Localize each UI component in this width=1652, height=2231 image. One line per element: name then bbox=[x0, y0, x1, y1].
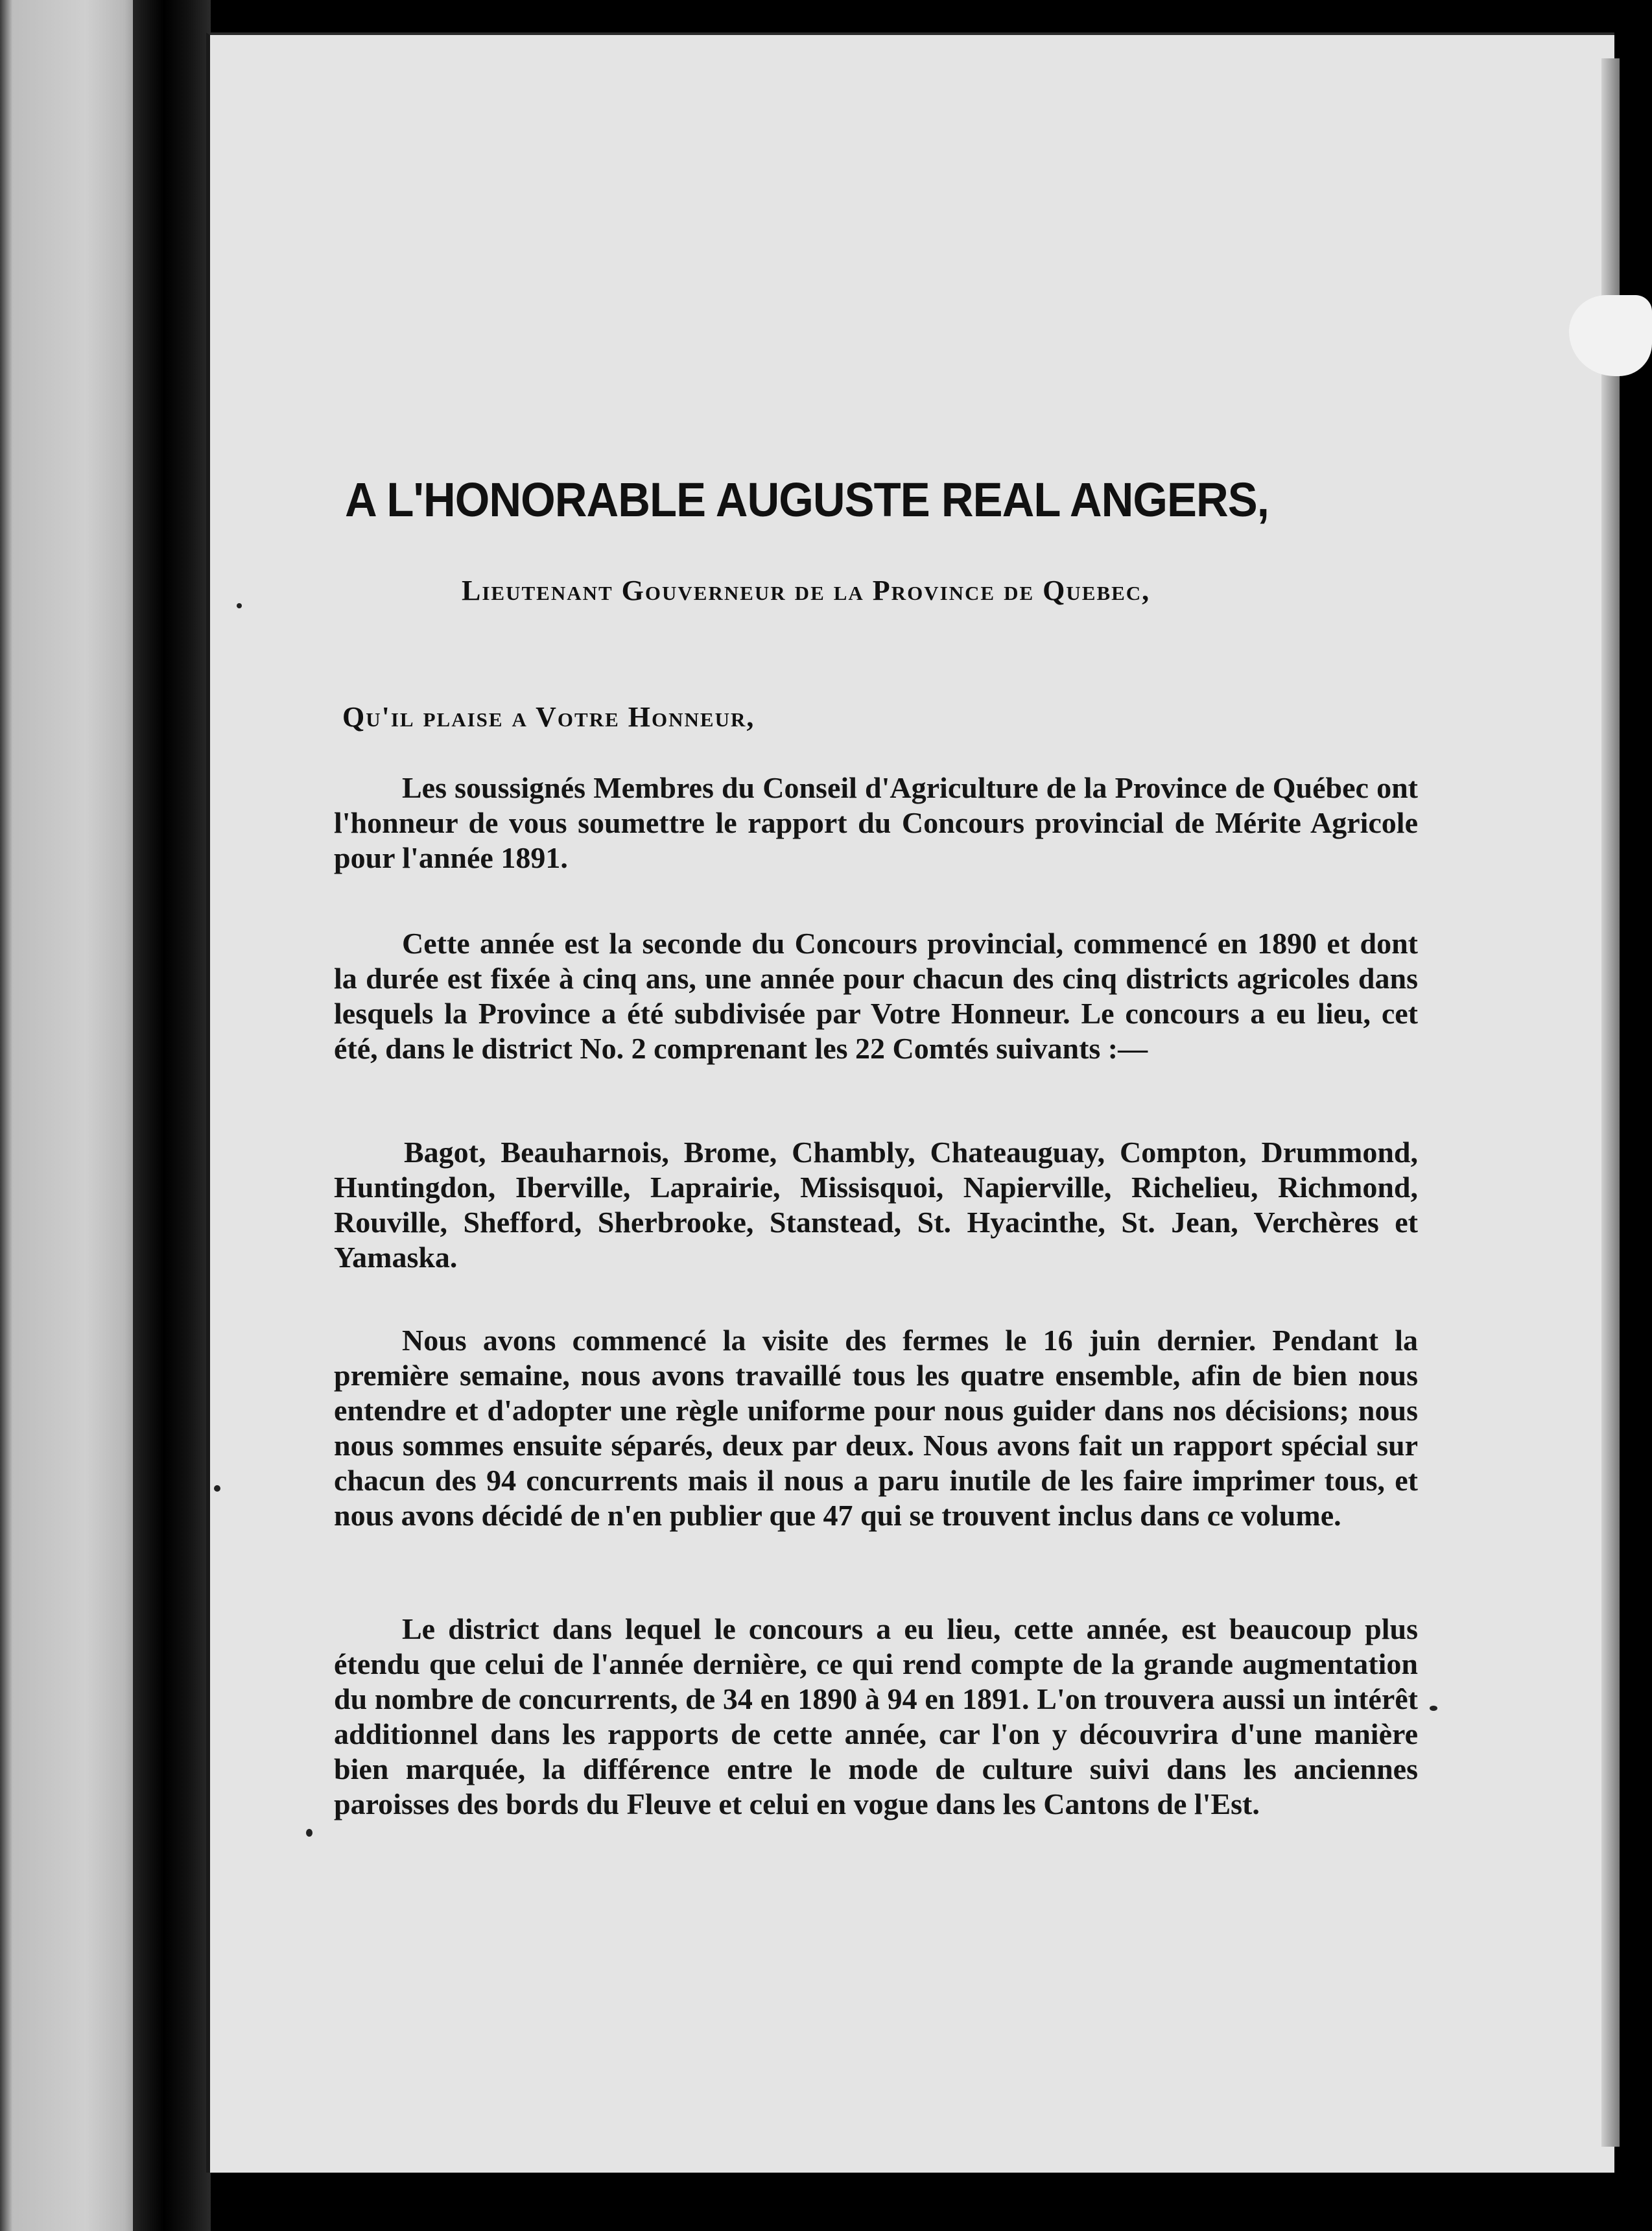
book-gutter bbox=[133, 0, 211, 2231]
paragraph-intro: Les soussignés Membres du Conseil d'Agriculture de la Province de Québec ont l'honneur de vous soumettre le rapport du Concours provincial de Mérite Agricole pour l'année 1891. bbox=[334, 771, 1418, 874]
page-title: A L'HONORABLE AUGUSTE REAL ANGERS, bbox=[345, 473, 1269, 527]
ink-speck bbox=[306, 1829, 313, 1837]
facing-page-edge bbox=[0, 0, 156, 2231]
salutation: Qu'il plaise a Votre Honneur, bbox=[342, 701, 755, 733]
paragraph-district-comparison: Le district dans lequel le concours a eu lieu, cette année, est beaucoup plus étendu que celui de l'année dernière, ce qui rend compte de la grande augmentation du nombre de concurrents, de 34 en 1890 à 94 en 1891. L'on trouvera aussi un intérêt additionnel dans les rapports de cette année, car l'on y découvrira d'une manière bien marquée, la différence entre le mode de culture suivi dans les anciennes paroisses des bords du Fleuve et celui en vogue dans les Cantons de l'Est. bbox=[334, 1612, 1418, 1820]
page-subtitle: Lieutenant Gouverneur de la Province de Quebec, bbox=[462, 575, 1151, 606]
ink-speck bbox=[1430, 1706, 1437, 1711]
paragraph-farm-visits: Nous avons commencé la visite des fermes le 16 juin dernier. Pendant la première semaine, nous avons travaillé tous les quatre ensemble, afin de bien nous entendre et d'adopter une règle uniforme pour nous guider dans nos décisions; nous nous sommes ensuite séparés, deux par deux. Nous avons fait un rapport spécial sur chacun des 94 concurrents mais il nous a paru inutile de les faire imprimer tous, et nous avons décidé de n'en publier que 47 qui se trouvent inclus dans ce volume. bbox=[334, 1324, 1418, 1532]
document-page bbox=[206, 32, 1614, 2173]
paragraph-contest-info: Cette année est la seconde du Concours provincial, commencé en 1890 et dont la durée est fixée à cinq ans, une année pour chacun des cinq districts agricoles dans lesquels la Province a été subdivisée par Votre Honneur. Le concours a eu lieu, cet été, dans le district No. 2 comprenant les 22 Comtés suivants :— bbox=[334, 927, 1418, 1065]
paragraph-county-list: Bagot, Beauharnois, Brome, Chambly, Chateauguay, Compton, Drummond, Huntingdon, Iberville, Laprairie, Missisquoi, Napierville, Richelieu, Richmond, Rouville, Shefford, Sherbrooke, Stanstead, St. Hyacinthe, St. Jean, Verchères et Yamaska. bbox=[334, 1136, 1418, 1274]
ink-speck bbox=[237, 603, 242, 608]
ink-speck bbox=[214, 1485, 220, 1492]
